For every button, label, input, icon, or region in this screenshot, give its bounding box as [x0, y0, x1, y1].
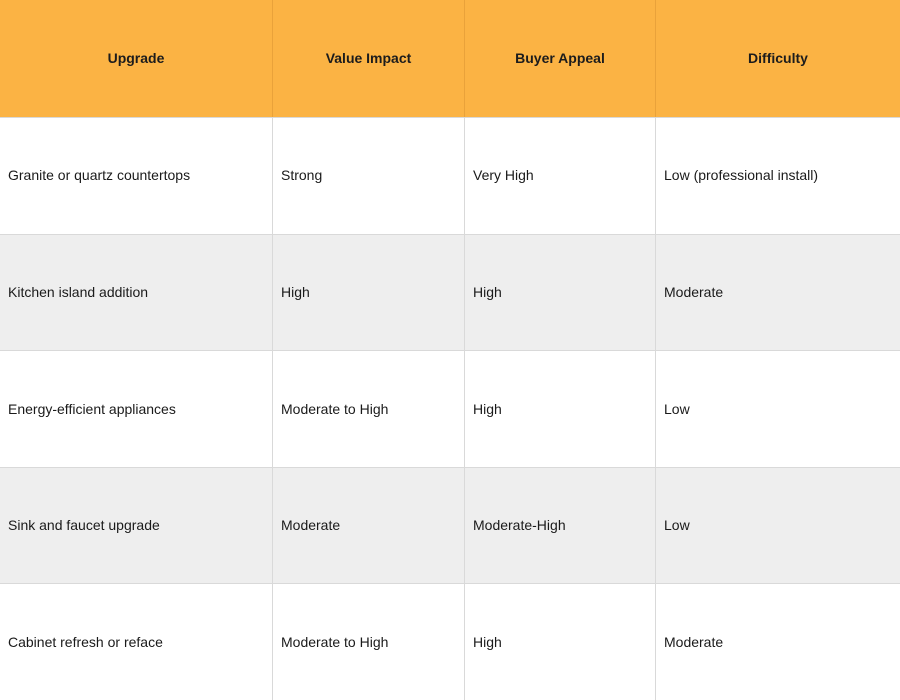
table-row	[0, 350, 900, 467]
cell-value-impact: Moderate to High	[273, 351, 465, 467]
cell-upgrade: Energy-efficient appliances	[0, 351, 273, 467]
cell-difficulty: Moderate	[664, 633, 724, 650]
cell-upgrade: Sink and faucet upgrade	[0, 468, 273, 584]
table-row	[0, 583, 900, 700]
cell-difficulty: Low	[664, 517, 690, 534]
cell-value-impact: Strong	[273, 118, 465, 234]
cell-buyer-appeal: High	[465, 351, 656, 467]
table-row	[0, 467, 900, 584]
cell-value-impact: Moderate to High	[273, 584, 465, 700]
cell-buyer-appeal: High	[465, 235, 656, 351]
cell-buyer-appeal: Moderate-High	[465, 468, 656, 584]
column-header-value-impact: Value Impact	[273, 0, 465, 117]
cell-upgrade: Kitchen island addition	[0, 235, 273, 351]
table-header-row	[0, 0, 900, 117]
column-header-difficulty: Difficulty	[748, 50, 808, 67]
cell-value-impact: High	[273, 235, 465, 351]
column-header-upgrade: Upgrade	[0, 0, 273, 117]
cell-difficulty: Low (professional install)	[664, 167, 819, 184]
cell-difficulty: Low	[664, 400, 690, 417]
table-row	[0, 117, 900, 234]
cell-upgrade: Cabinet refresh or reface	[0, 584, 273, 700]
cell-upgrade: Granite or quartz countertops	[0, 118, 273, 234]
cell-buyer-appeal: Very High	[465, 118, 656, 234]
cell-difficulty: Moderate	[664, 283, 724, 300]
column-header-buyer-appeal: Buyer Appeal	[465, 0, 656, 117]
cell-buyer-appeal: High	[465, 584, 656, 700]
table-row	[0, 234, 900, 351]
cell-value-impact: Moderate	[273, 468, 465, 584]
